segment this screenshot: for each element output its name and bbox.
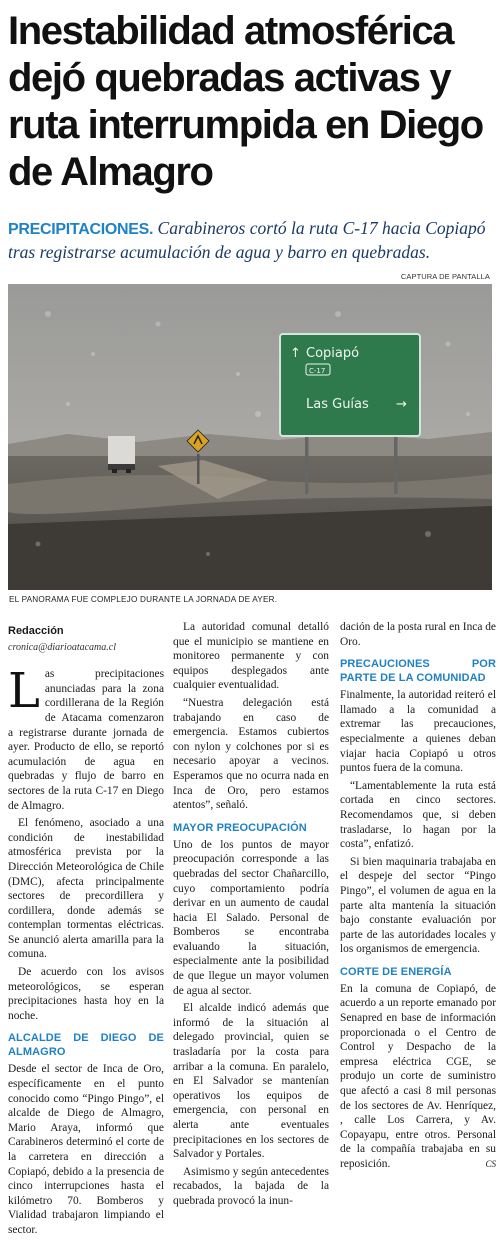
drop-cap: L <box>8 663 40 720</box>
paragraph: “Nuestra delegación está trabajando en caso de emergencia. Estamos cubiertos con nylon y colchones por si es necesario apoyar a vecinos. Esperamos que no ocurra nada en Inca de Oro, pero estamos atentos”, señaló. <box>173 696 329 812</box>
byline-author: Redacción <box>8 625 64 637</box>
subheading: ALCALDE DE DIEGO DE ALMAGRO <box>8 1032 164 1059</box>
sign-arrow-up-icon: ↑ <box>290 346 301 361</box>
photo-caption: EL PANORAMA FUE COMPLEJO DURANTE LA JORNADA DE AYER. <box>9 595 278 604</box>
paragraph: Finalmente, la autoridad reiteró el llamado a la comunidad a extremar las precauciones, especialmente a quienes deban viajar hacia Copiapó u otros puntos fuera de la comuna. <box>340 689 496 775</box>
byline-email: cronica@diarioatacama.cl <box>8 641 116 653</box>
paragraph: Uno de los puntos de mayor preocupación corresponde a las quebradas del sector Chañarcillo, cuyo comportamiento podría derivar en un aumento de caudal hacia El Salado. Personal de Bomberos se encontraba evaluando la situación, especialmente ante la posibilidad de que llegue un mayor volumen de agua al sector. <box>173 838 329 997</box>
photo-scene <box>8 284 492 590</box>
article-column-2 <box>173 620 329 1212</box>
photo-credit: CAPTURA DE PANTALLA <box>400 272 490 281</box>
subheading: MAYOR PREOCUPACIÓN <box>173 821 307 834</box>
paragraph: dación de la posta rural en Inca de Oro. <box>340 621 496 648</box>
article-column-1 <box>8 620 164 1241</box>
sign-route-number: C-17 <box>309 367 326 375</box>
lead-text: Carabineros cortó la ruta C-17 hacia Copiapó tras registrarse acumulación de agua y barro en quebradas. <box>8 218 486 262</box>
paragraph: La autoridad comunal detalló que el municipio se mantiene en monitoreo permanente y con equipos desplegados ante cualquier eventualidad. <box>173 621 329 692</box>
paragraph: “Lamentablemente la ruta está cortada en cinco sectores. Recomendamos que, si deben trasladarse, lo hagan por la costa”, enfatizó. <box>340 779 496 851</box>
paragraph: En la comuna de Copiapó, de acuerdo a un reporte emanado por Senapred en base de información proporcionada o el Centro de Control y Despacho de la empresa eléctrica CGE, se produjo un corte de suministro que afectó a casi 8 mil personas de los sectores de Av. Henríquez, , calle Los Carrera, y Av. Copayapu, entre otros. Personal de la compañía trabajaba en su reposición. CS <box>340 982 496 1170</box>
end-mark: CS <box>485 1159 496 1169</box>
paragraph: Desde el sector de Inca de Oro, específicamente en el punto conocido como “Pingo Pingo”, el alcalde de Diego de Almagro, Mario Araya, informó que Carabineros determinó el corte de la carretera en dirección a Copiapó, debido a la presencia de cinco interrupciones hasta el kilómetro 70. Bomberos y Vialidad trabajaron limpiando el sector. <box>8 1063 164 1236</box>
lead-paragraph <box>8 217 494 263</box>
subheading: PRECAUCIONES POR PARTE DE LA COMUNIDAD <box>340 658 496 685</box>
headline: Inestabilidad atmosférica dejó quebradas activas y ruta interrumpida en Diego de Almagro <box>8 9 483 194</box>
paragraph: El alcalde indicó además que informó de la situación al delegado provincial, quien se trasladaría por la costa para arribar a la comuna. En paralelo, en El Salvador se mantenían operativos los equipos de emergencia, con personal en alerta ante eventuales precipitaciones en los sectores de Salvador y Portales. <box>173 1002 329 1161</box>
paragraph: Las precipitaciones anunciadas para la zona cordillerana de la Región de Atacama comenzaron a registrarse durante jornada de ayer. Producto de ello, se reportó acumulación de agua en quebradas y flujo de barro en sectores de la ruta C-17 en Diego de Almagro. <box>8 663 164 812</box>
sign-destination-1: Copiapó <box>306 346 360 361</box>
sign-arrow-right-icon: → <box>396 397 407 412</box>
paragraph: Si bien maquinaria trabajaba en el despeje del sector “Pingo Pingo”, el volumen de agua en la parte alta mantenía la situación bajo constante evaluación por parte de las autoridades locales y los organismos de emergencia. <box>340 855 496 956</box>
subheading: CORTE DE ENERGÍA <box>340 965 452 978</box>
paragraph: El fenómeno, asociado a una condición de inestabilidad atmosférica prevista por la Dirección Meteorológica de Chile (DMC), afecta principalmente sectores de precordillera y cordillera, donde además se contemplan tormentas eléctricas. Se anunció alerta amarilla para la comuna. <box>8 817 164 961</box>
article-column-3 <box>340 620 496 1175</box>
paragraph: De acuerdo con los avisos meteorológicos, se esperan precipitaciones hasta hoy en la noche. <box>8 966 164 1022</box>
news-photo <box>8 284 492 590</box>
sign-destination-2: Las Guías <box>306 397 369 412</box>
truck <box>108 436 135 473</box>
paragraph: Asimismo y según antecedentes recabados, la bajada de la quebrada provocó la inun- <box>173 1165 329 1207</box>
lead-kicker: PRECIPITACIONES. <box>8 221 154 238</box>
